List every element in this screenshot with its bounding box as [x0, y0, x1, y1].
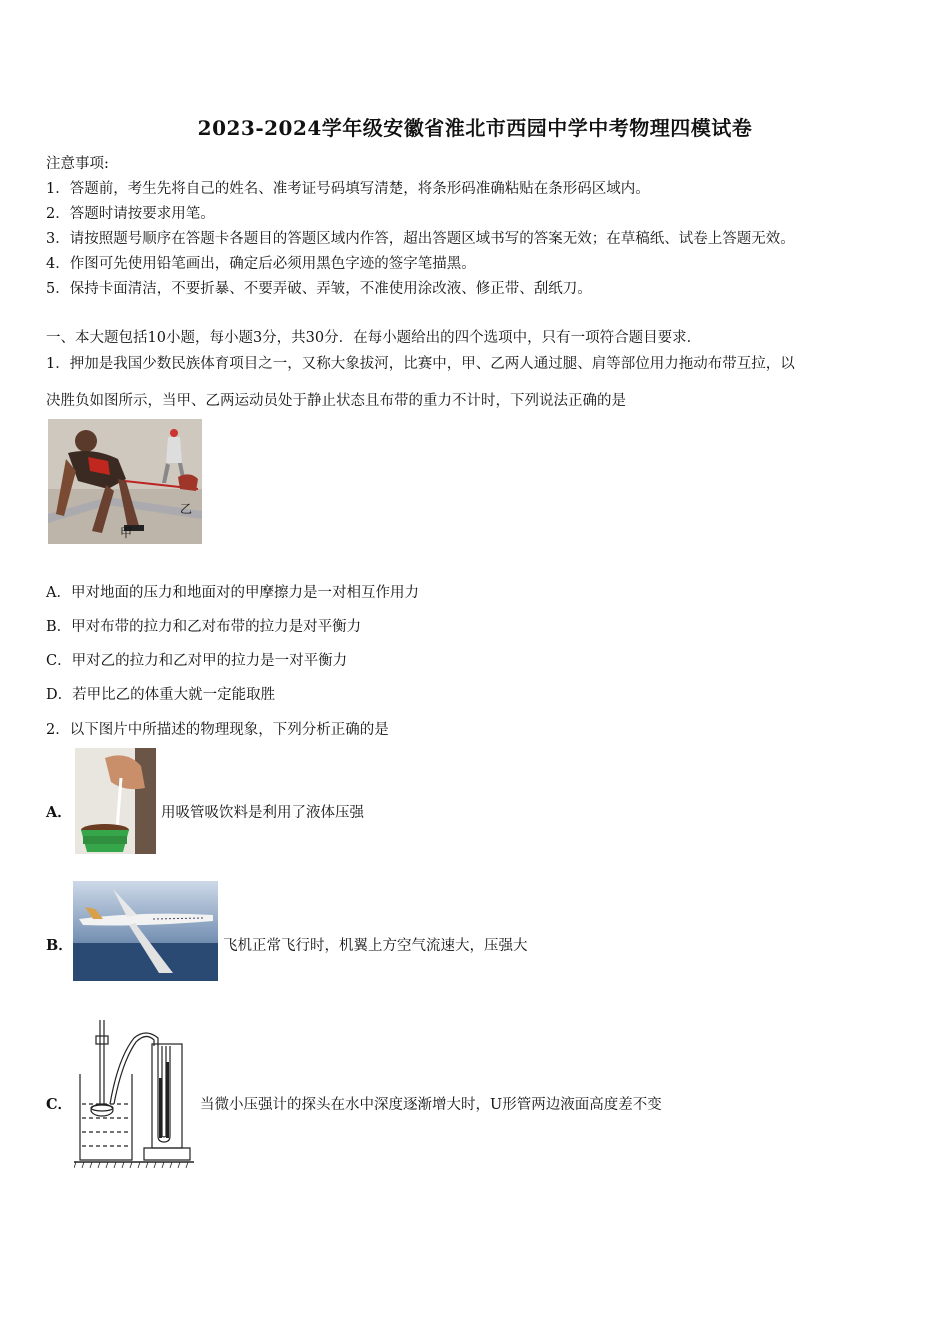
q1-stem-line2: 决胜负如图所示，当甲、乙两运动员处于静止状态且布带的重力不计时，下列说法正确的是 — [46, 393, 626, 409]
q2-straw-photo — [75, 748, 156, 854]
section-heading: 一、本大题包括10小题，每小题3分，共30分．在每小题给出的四个选项中，只有一项符合题目要求． — [46, 330, 702, 346]
q1-label-jia: 甲 — [120, 526, 133, 540]
q2-option-a-text: 用吸管吸饮料是利用了液体压强 — [161, 805, 364, 821]
q1-label-yi: 乙 — [180, 502, 193, 516]
note-item-5: 5．保持卡面清洁，不要折暴、不要弄破、弄皱，不准使用涂改液、修正带、刮纸刀。 — [46, 281, 592, 297]
q1-tug-figure — [48, 419, 202, 544]
q1-option-b: B．甲对布带的拉力和乙对布带的拉力是对平衡力 — [46, 619, 362, 635]
note-item-1: 1．答题前，考生先将自己的姓名、准考证号码填写清楚，将条形码准确粘贴在条形码区域内。 — [46, 181, 650, 197]
q2-option-c-text: 当微小压强计的探头在水中深度逐渐增大时，U形管两边液面高度差不变 — [200, 1097, 662, 1113]
note-item-2: 2．答题时请按要求用笔。 — [46, 206, 215, 222]
q2-option-c-label: C． — [46, 1096, 73, 1113]
q1-option-a: A．甲对地面的压力和地面对的甲摩擦力是一对相互作用力 — [46, 585, 419, 601]
notes-heading: 注意事项: — [46, 156, 109, 172]
q1-option-d: D．若甲比乙的体重大就一定能取胜 — [46, 687, 276, 703]
note-item-3: 3．请按照题号顺序在答题卡各题目的答题区域内作答，超出答题区域书写的答案无效；在草稿纸、试卷上答题无效。 — [46, 231, 795, 247]
q2-option-b-label: B． — [46, 937, 73, 954]
page-title: 2023-2024学年级安徽省淮北市西园中学中考物理四模试卷 — [197, 116, 753, 140]
q2-option-a-label: A． — [46, 804, 72, 821]
q2-airplane-photo — [73, 881, 218, 981]
q1-option-c: C．甲对乙的拉力和乙对甲的拉力是一对平衡力 — [46, 653, 348, 669]
q2-pressure-gauge-figure — [74, 1018, 196, 1168]
note-item-4: 4．作图可先使用铅笔画出，确定后必须用黑色字迹的签字笔描黑。 — [46, 256, 476, 272]
q2-option-b-text: 飞机正常飞行时，机翼上方空气流速大，压强大 — [223, 938, 528, 954]
q1-stem-line1: 1．押加是我国少数民族体育项目之一，又称大象拔河，比赛中，甲、乙两人通过腿、肩等部位用力拖动布带互拉，以 — [46, 356, 795, 372]
q2-stem: 2．以下图片中所描述的物理现象，下列分析正确的是 — [46, 722, 389, 738]
